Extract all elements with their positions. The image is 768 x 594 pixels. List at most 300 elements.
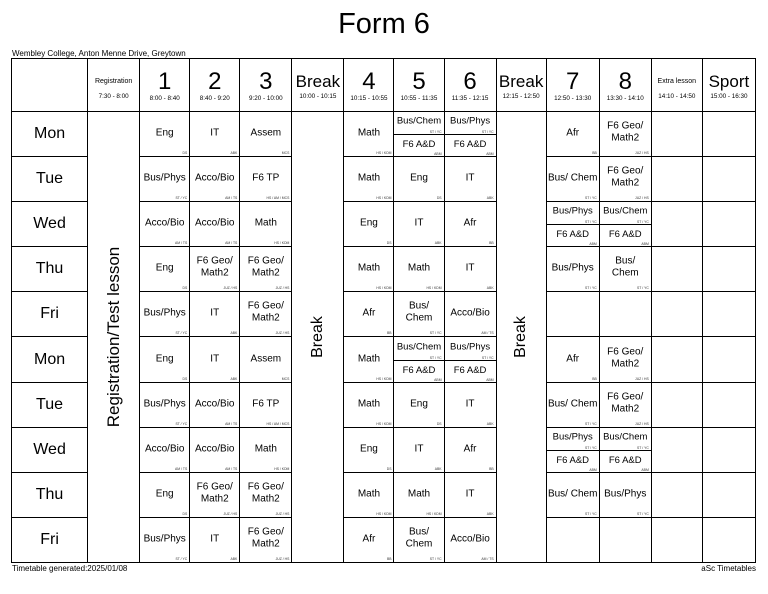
- period-time: 12:15 - 12:50: [502, 92, 540, 100]
- lesson-cell: [444, 202, 496, 247]
- lesson: [344, 473, 393, 517]
- lesson-cell: [599, 337, 651, 382]
- period-header: [240, 59, 292, 112]
- subject: Eng: [410, 397, 428, 409]
- lesson-cell: [546, 427, 599, 472]
- lesson: [344, 337, 393, 381]
- lesson-cell: [599, 517, 651, 562]
- teacher-code: ABM: [486, 152, 494, 157]
- lesson-cell: [394, 112, 444, 157]
- teacher-code: JUZ / HS: [275, 557, 290, 561]
- lesson-cell: [546, 337, 599, 382]
- extra-lesson-cell: [651, 337, 702, 382]
- subject: F6 Geo/ Math2: [196, 481, 233, 505]
- lesson: [190, 247, 239, 291]
- extra-lesson-cell: [651, 292, 702, 337]
- subject: F6 Geo/ Math2: [247, 255, 284, 279]
- extra-lesson-cell: [651, 202, 702, 247]
- teacher-code: JUZ / HS: [223, 511, 238, 516]
- subject: Math: [357, 352, 381, 364]
- lesson-cell: [190, 472, 240, 517]
- subject: Afr: [566, 127, 580, 139]
- lesson: [445, 202, 496, 246]
- teacher-code: ABK: [434, 466, 442, 471]
- lesson: [547, 383, 599, 427]
- sport-cell: [702, 292, 755, 337]
- header-row: [12, 59, 756, 112]
- teacher-code: ST / YC: [584, 286, 597, 291]
- subject: Afr: [463, 217, 477, 229]
- break-text: Break: [512, 316, 530, 358]
- subject: Bus/Phys: [143, 172, 186, 184]
- lesson: [140, 202, 189, 246]
- day-label: Mon: [12, 337, 88, 382]
- lesson-cell: [546, 157, 599, 202]
- lesson-cell: [444, 112, 496, 157]
- subject: Acco/Bio: [450, 307, 490, 319]
- teacher-code: ABM: [589, 242, 597, 247]
- teacher-code: ST / YC: [175, 196, 188, 201]
- subject: Acco/Bio: [195, 397, 235, 409]
- lesson-cell: [394, 472, 444, 517]
- lesson-cell: [240, 472, 292, 517]
- lesson-half: [547, 202, 599, 225]
- lesson: [190, 157, 239, 201]
- lesson: [190, 202, 239, 246]
- period-time: 8:00 - 8:40: [149, 94, 180, 102]
- period-header: [190, 59, 240, 112]
- subject: Bus/ Chem: [405, 300, 433, 324]
- subject: F6 Geo/ Math2: [247, 481, 284, 505]
- lesson: [240, 518, 291, 562]
- lesson: [600, 337, 651, 381]
- subject: Bus/Chem: [603, 205, 648, 217]
- lesson: [140, 112, 189, 156]
- lesson-cell: [344, 157, 394, 202]
- period-header: [88, 59, 140, 112]
- sport-cell: [702, 157, 755, 202]
- lesson-half: [547, 450, 599, 472]
- lesson: [190, 518, 239, 562]
- lesson-cell: [394, 202, 444, 247]
- teacher-code: ABM: [641, 242, 649, 247]
- subject: F6 A&D: [556, 229, 590, 241]
- subject: IT: [465, 488, 475, 500]
- subject: F6 A&D: [608, 454, 642, 466]
- day-label: Wed: [12, 427, 88, 472]
- teacher-code: ST / YC: [637, 445, 649, 450]
- lesson-cell: [599, 382, 651, 427]
- teacher-code: BB: [386, 331, 392, 336]
- subject: IT: [210, 307, 220, 319]
- lesson-cell: [190, 337, 240, 382]
- subject: F6 A&D: [402, 364, 436, 376]
- period-time: 11:35 - 12:15: [451, 94, 489, 102]
- lesson-cell: [599, 472, 651, 517]
- lesson: [600, 157, 651, 201]
- sport-cell: [702, 112, 755, 157]
- teacher-code: ABM: [641, 467, 649, 472]
- subject: Bus/ Chem: [611, 255, 639, 279]
- period-time: 12:50 - 13:30: [554, 94, 592, 102]
- lesson: [240, 202, 291, 246]
- lesson-half: [600, 428, 651, 451]
- period-header: [394, 59, 444, 112]
- period-time: 10:15 - 10:55: [350, 94, 388, 102]
- teacher-code: BB: [592, 151, 597, 156]
- subject: Eng: [155, 488, 174, 500]
- teacher-code: ABK: [230, 151, 238, 156]
- teacher-code: JUZ / HS: [635, 421, 649, 426]
- lesson: [445, 112, 496, 156]
- teacher-code: HS / KDM: [274, 241, 290, 246]
- teacher-code: DS: [436, 196, 442, 201]
- subject: Bus/Chem: [603, 430, 648, 442]
- lesson: [190, 337, 239, 381]
- lesson-cell: [140, 112, 190, 157]
- teacher-code: HS / KDM: [426, 511, 442, 516]
- registration-column: [88, 112, 140, 563]
- teacher-code: HS / KDM: [376, 286, 392, 291]
- subject: Bus/ Chem: [547, 172, 598, 184]
- lesson-half: [394, 360, 443, 382]
- lesson: [240, 337, 291, 381]
- teacher-code: AM / TS: [225, 466, 238, 471]
- period-header: [702, 59, 755, 112]
- lesson-cell: [599, 202, 651, 247]
- lesson-cell: [240, 247, 292, 292]
- lesson: [547, 202, 599, 246]
- period-label: Break: [498, 71, 544, 91]
- lesson-half: [547, 428, 599, 451]
- period-label: Registration: [94, 77, 133, 85]
- period-label: 7: [566, 67, 580, 95]
- lesson: [240, 112, 291, 156]
- teacher-code: DS: [386, 466, 392, 471]
- subject: IT: [414, 442, 424, 454]
- lesson: [547, 157, 599, 201]
- registration-text: Registration/Test lesson: [103, 246, 123, 428]
- lesson: [344, 292, 393, 336]
- period-label: 6: [463, 67, 477, 95]
- lesson-cell: [140, 157, 190, 202]
- lesson: [344, 428, 393, 472]
- page-title: Form 6: [338, 8, 430, 40]
- lesson: [600, 473, 651, 517]
- lesson: [240, 247, 291, 291]
- lesson: [240, 473, 291, 517]
- lesson-cell: [240, 202, 292, 247]
- lesson-half: [547, 224, 599, 246]
- teacher-code: ABK: [486, 286, 494, 291]
- period-header: [496, 59, 546, 112]
- day-row: [12, 112, 756, 157]
- lesson: [140, 518, 189, 562]
- lesson: [445, 337, 496, 381]
- teacher-code: ABK: [486, 511, 494, 516]
- subject: F6 A&D: [453, 138, 487, 150]
- lesson-half: [394, 134, 443, 156]
- lesson: [140, 428, 189, 472]
- lesson: [547, 473, 599, 517]
- lesson-cell: [344, 427, 394, 472]
- lesson-cell: [444, 157, 496, 202]
- subject: Eng: [360, 442, 378, 454]
- lesson-cell: [140, 292, 190, 337]
- subject: Bus/Chem: [396, 340, 442, 352]
- teacher-code: AM / TS: [175, 466, 188, 471]
- teacher-code: ST / YC: [429, 355, 442, 360]
- teacher-code: ST / YC: [481, 355, 494, 360]
- period-time: 9:20 - 10:00: [249, 94, 283, 102]
- period-label: 2: [208, 67, 222, 95]
- teacher-code: DS: [182, 376, 188, 381]
- generated-date: Timetable generated:2025/01/08: [12, 564, 128, 573]
- subject: F6 Geo/ Math2: [196, 255, 233, 279]
- corner-cell: [12, 59, 88, 112]
- lesson-cell: [140, 382, 190, 427]
- period-time: 13:30 - 14:10: [606, 94, 644, 102]
- subject: Afr: [362, 533, 376, 545]
- lesson: [140, 337, 189, 381]
- teacher-code: ST / YC: [429, 130, 442, 135]
- subject: F6 A&D: [453, 364, 487, 376]
- lesson-cell: [444, 337, 496, 382]
- subject: Assem: [250, 352, 282, 364]
- period-time: 8:40 - 9:20: [199, 94, 230, 102]
- school-name: Wembley College, Anton Menne Drive, Greytown: [12, 49, 186, 58]
- period-label: 1: [158, 67, 172, 95]
- lesson: [190, 383, 239, 427]
- lesson: [344, 518, 393, 562]
- brand-label: aSc Timetables: [701, 564, 756, 573]
- lesson: [190, 473, 239, 517]
- teacher-code: HS / KDM: [376, 511, 392, 516]
- period-label: Extra lesson: [657, 77, 697, 85]
- lesson: [600, 112, 651, 156]
- teacher-code: BB: [489, 241, 494, 246]
- lesson: [394, 337, 443, 381]
- extra-lesson-cell: [651, 517, 702, 562]
- subject: Math: [357, 262, 381, 274]
- lesson-cell: [140, 427, 190, 472]
- subject: Math: [357, 488, 381, 500]
- teacher-code: AM / TS: [225, 196, 238, 201]
- teacher-code: HS / KDM: [426, 286, 442, 291]
- lesson-cell: [240, 292, 292, 337]
- teacher-code: DS: [386, 241, 392, 246]
- lesson: [394, 518, 443, 562]
- subject: Afr: [566, 352, 580, 364]
- subject: Bus/Phys: [604, 488, 647, 500]
- lesson-cell: [546, 382, 599, 427]
- subject: F6 Geo/ Math2: [607, 120, 644, 144]
- teacher-code: MCS: [281, 151, 290, 156]
- subject: IT: [414, 217, 424, 229]
- day-label: Mon: [12, 112, 88, 157]
- subject: Bus/Phys: [551, 262, 594, 274]
- lesson-cell: [240, 427, 292, 472]
- teacher-code: AM / TS: [175, 241, 188, 246]
- subject: Math: [254, 442, 277, 454]
- lesson-cell: [599, 292, 651, 337]
- day-label: Fri: [12, 292, 88, 337]
- teacher-code: ST / YC: [584, 511, 597, 516]
- lesson-half: [445, 360, 496, 382]
- subject: Eng: [155, 262, 174, 274]
- teacher-code: ST / YC: [429, 557, 442, 561]
- lesson-cell: [140, 247, 190, 292]
- lesson: [445, 383, 496, 427]
- teacher-code: ABM: [434, 377, 442, 382]
- lesson-cell: [394, 382, 444, 427]
- subject: Bus/ Chem: [547, 488, 598, 500]
- sport-cell: [702, 247, 755, 292]
- subject: Math: [357, 127, 381, 139]
- sport-cell: [702, 517, 755, 562]
- teacher-code: AM / TS: [225, 421, 238, 426]
- lesson-cell: [444, 427, 496, 472]
- lesson: [394, 383, 443, 427]
- teacher-code: DS: [182, 151, 188, 156]
- lesson-cell: [240, 112, 292, 157]
- lesson-cell: [240, 337, 292, 382]
- lesson: [394, 112, 443, 156]
- lesson-cell: [190, 247, 240, 292]
- lesson-half: [600, 450, 651, 472]
- lesson: [547, 428, 599, 472]
- lesson: [445, 473, 496, 517]
- lesson-cell: [140, 517, 190, 562]
- lesson: [445, 428, 496, 472]
- period-time: 10:00 - 10:15: [299, 92, 337, 100]
- lesson-cell: [394, 292, 444, 337]
- subject: Bus/Phys: [143, 397, 186, 409]
- subject: Eng: [155, 127, 174, 139]
- teacher-code: AM / TS: [225, 241, 238, 246]
- teacher-code: AM / TS: [481, 557, 494, 561]
- lesson-cell: [190, 517, 240, 562]
- lesson-cell: [444, 472, 496, 517]
- teacher-code: HS / KDM: [376, 421, 392, 426]
- lesson: [240, 428, 291, 472]
- lesson-cell: [444, 247, 496, 292]
- lesson-cell: [240, 517, 292, 562]
- teacher-code: ST / YC: [584, 220, 597, 225]
- lesson-cell: [599, 112, 651, 157]
- period-label: 5: [412, 67, 426, 95]
- lesson-cell: [140, 337, 190, 382]
- lesson-cell: [444, 382, 496, 427]
- teacher-code: HS / AM / MCS: [266, 421, 290, 426]
- subject: Bus/Phys: [552, 205, 593, 217]
- day-label: Tue: [12, 157, 88, 202]
- teacher-code: ST / YC: [429, 331, 442, 336]
- subject: Eng: [155, 352, 174, 364]
- subject: Bus/Phys: [143, 533, 186, 545]
- lesson-cell: [190, 202, 240, 247]
- teacher-code: ABK: [230, 331, 238, 336]
- period-header: [651, 59, 702, 112]
- lesson-cell: [190, 292, 240, 337]
- lesson: [190, 292, 239, 336]
- lesson-cell: [546, 517, 599, 562]
- teacher-code: ST / YC: [481, 130, 494, 135]
- lesson: [547, 112, 599, 156]
- teacher-code: ABM: [434, 152, 442, 157]
- lesson: [190, 428, 239, 472]
- teacher-code: JUZ / HS: [275, 331, 290, 336]
- subject: Bus/Chem: [396, 115, 442, 127]
- teacher-code: ABK: [486, 421, 494, 426]
- subject: F6 Geo/ Math2: [607, 346, 644, 370]
- teacher-code: JUZ / HS: [635, 196, 649, 201]
- lesson: [547, 337, 599, 381]
- teacher-code: ST / YC: [637, 511, 649, 516]
- break-column: [292, 112, 344, 563]
- subject: Math: [254, 217, 277, 229]
- subject: Bus/ Chem: [547, 397, 598, 409]
- lesson-cell: [546, 202, 599, 247]
- period-label: Sport: [708, 71, 750, 91]
- lesson-cell: [444, 517, 496, 562]
- teacher-code: HS / KDM: [376, 376, 392, 381]
- subject: F6 A&D: [556, 454, 590, 466]
- teacher-code: JUZ / HS: [635, 151, 649, 156]
- lesson-cell: [344, 247, 394, 292]
- subject: IT: [210, 352, 220, 364]
- extra-lesson-cell: [651, 472, 702, 517]
- period-header: [444, 59, 496, 112]
- lesson-cell: [344, 382, 394, 427]
- teacher-code: ST / YC: [584, 196, 597, 201]
- lesson-cell: [394, 157, 444, 202]
- lesson: [394, 202, 443, 246]
- lesson-cell: [190, 112, 240, 157]
- day-label: Thu: [12, 247, 88, 292]
- teacher-code: HS / AM / MCS: [266, 196, 290, 201]
- teacher-code: HS / KDM: [376, 151, 392, 156]
- subject: Acco/Bio: [450, 533, 490, 545]
- lesson: [140, 292, 189, 336]
- teacher-code: ST / YC: [637, 220, 649, 225]
- period-header: [546, 59, 599, 112]
- lesson: [344, 112, 393, 156]
- subject: F6 TP: [252, 172, 280, 184]
- sport-cell: [702, 337, 755, 382]
- subject: IT: [210, 127, 220, 139]
- subject: F6 A&D: [402, 138, 436, 150]
- teacher-code: JUZ / HS: [635, 376, 649, 381]
- teacher-code: ABK: [230, 557, 238, 561]
- lesson: [140, 247, 189, 291]
- subject: F6 Geo/ Math2: [247, 300, 284, 324]
- subject: Acco/Bio: [195, 217, 235, 229]
- teacher-code: DS: [436, 421, 442, 426]
- subject: Eng: [360, 217, 378, 229]
- lesson-cell: [190, 382, 240, 427]
- teacher-code: ABM: [486, 377, 494, 382]
- lesson: [394, 428, 443, 472]
- lesson: [445, 157, 496, 201]
- teacher-code: HS / KDM: [376, 196, 392, 201]
- teacher-code: ABK: [486, 196, 494, 201]
- extra-lesson-cell: [651, 157, 702, 202]
- lesson-cell: [344, 292, 394, 337]
- day-label: Tue: [12, 382, 88, 427]
- teacher-code: DS: [182, 286, 188, 291]
- lesson: [140, 473, 189, 517]
